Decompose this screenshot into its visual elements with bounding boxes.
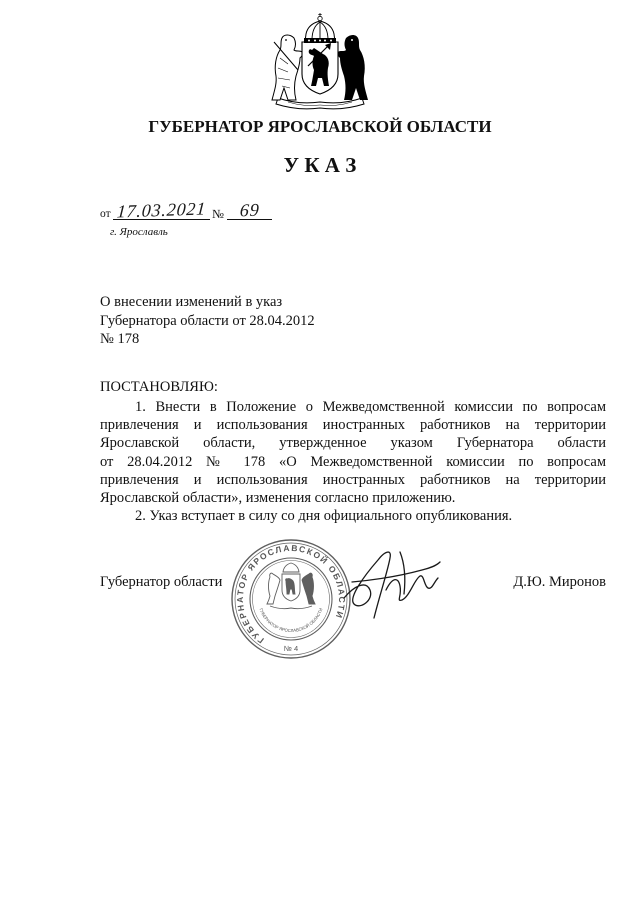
city-of-issue: г. Ярославль: [110, 226, 168, 238]
signatory-name: Д.Ю. Миронов: [513, 574, 606, 590]
date-prefix: от: [100, 208, 111, 220]
shield: [302, 42, 338, 94]
document-type: У К А З: [283, 153, 357, 177]
paragraph-line: 1. Внести в Положение о Межведомственной комиссии по вопросам: [135, 399, 606, 415]
subject-line: Губернатора области от 28.04.2012: [100, 312, 315, 329]
coat-of-arms-icon: [268, 12, 372, 112]
paragraph-line: Ярославской области, утвержденное указом Губернатора области: [100, 435, 606, 452]
number-prefix: №: [212, 207, 224, 221]
seal-number: № 4: [283, 644, 299, 653]
decree-body: [100, 398, 606, 525]
paragraph-line: Ярославской области», изменения согласно приложению.: [100, 490, 456, 507]
paragraph-line: от 28.04.2012 № 178 «О Межведомственной комиссии по вопросам: [100, 453, 606, 470]
paragraph-line: привлечения и использования иностранных работников на территории: [100, 471, 606, 488]
handwritten-signature-icon: [330, 536, 445, 626]
subject-line: О внесении изменений в указ: [100, 294, 283, 310]
signature-stroke: [386, 576, 438, 601]
seal-inner-text: ГУБЕРНАТОР ЯРОСЛАВСКОЙ ОБЛАСТИ: [258, 607, 324, 634]
handwritten-number: 69: [238, 199, 261, 221]
date-field: [113, 198, 210, 220]
signatory-position: Губернатор области: [100, 574, 223, 590]
paragraph-1: [100, 398, 606, 507]
decree-word: ПОСТАНОВЛЯЮ:: [100, 379, 218, 395]
decree-subject: [100, 293, 400, 349]
paragraph-2: [100, 507, 606, 525]
paragraph-line: 2. Указ вступает в силу со дня официального опубликования.: [135, 508, 513, 525]
bear-supporter-right: [337, 35, 368, 100]
seal-emblem: [267, 563, 315, 609]
subject-line: № 178: [100, 331, 140, 347]
bear-supporter-left: [272, 35, 303, 100]
signature-stroke: [344, 552, 390, 618]
handwritten-date: 17.03.2021: [116, 198, 207, 222]
number-field: [227, 198, 272, 220]
seal-outer-text: ГУБЕРНАТОР ЯРОСЛАВСКОЙ ОБЛАСТИ: [234, 542, 348, 646]
paragraph-line: привлечения и использования иностранных работников на территории: [100, 417, 606, 434]
issuing-authority: ГУБЕРНАТОР ЯРОСЛАВСКОЙ ОБЛАСТИ: [148, 117, 492, 136]
crown: [304, 13, 336, 43]
date-number-line: [100, 198, 280, 222]
